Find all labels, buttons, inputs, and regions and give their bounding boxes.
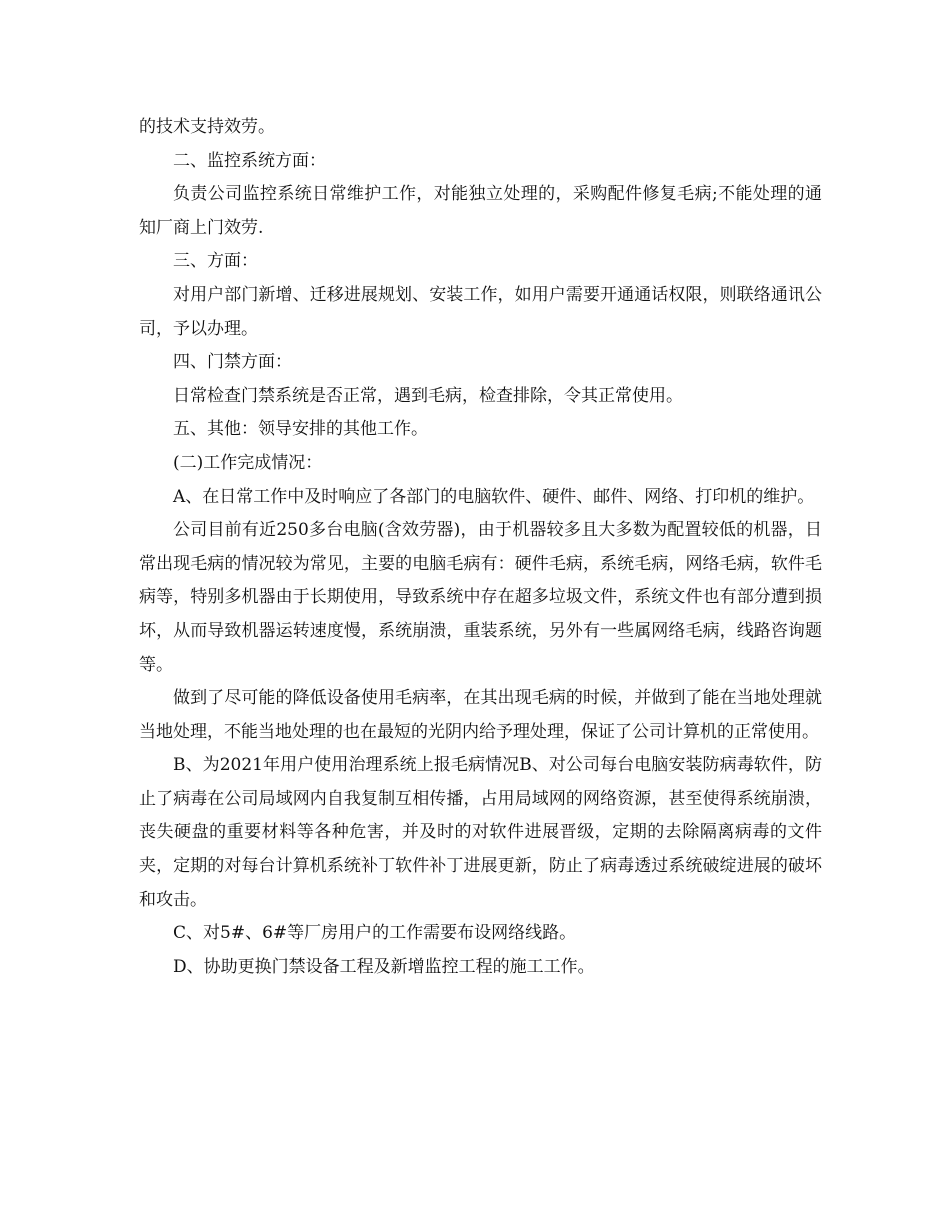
paragraph-access-control: 日常检查门禁系统是否正常，遇到毛病，检查排除，令其正常使用。 <box>173 385 683 406</box>
paragraph-phone: 对用户部门新增、迁移进展规划、安装工作，如用户需要开通通话权限，则联络通讯公司，予以办理。 <box>139 284 822 339</box>
paragraph-item-a: A、在日常工作中及时响应了各部门的电脑软件、硬件、邮件、网络、打印机的维护。 <box>173 486 815 507</box>
paragraph-item-d: D、协助更换门禁设备工程及新增监控工程的施工工作。 <box>173 956 595 977</box>
document-body <box>139 111 822 984</box>
paragraph-failure-rate: 做到了尽可能的降低设备使用毛病率，在其出现毛病的时候，并做到了能在当地处理就当地处理，不能当地处理的也在最短的光阴内给予理处理，保证了公司计算机的正常使用。 <box>139 688 822 742</box>
section-heading-completion: (二)工作完成情况： <box>173 452 323 473</box>
paragraph-item-b: B、为2021年用户使用治理系统上报毛病情况B、对公司每台电脑安装防病毒软件，防止了病毒在公司局域网内自我复制互相传播，占用局域网的网络资源，甚至使得系统崩溃，丧失硬盘的重要材料等各种危害，并及时的对软件进展晋级，定期的去除隔离病毒的文件夹，定期的对每台计算机系统补丁软件补丁进展更新，防止了病毒透过系统破绽进展的破坏和攻击。 <box>139 755 822 910</box>
paragraph-monitoring: 负责公司监控系统日常维护工作，对能独立处理的，采购配件修复毛病;不能处理的通知厂商上门效劳. <box>139 184 822 238</box>
paragraph-continuation: 的技术支持效劳。 <box>139 117 275 137</box>
section-heading-other: 五、其他：领导安排的其他工作。 <box>173 419 428 440</box>
paragraph-item-c: C、对5#、6#等厂房用户的工作需要布设网络线路。 <box>173 923 577 944</box>
paragraph-computers: 公司目前有近250多台电脑(含效劳器)，由于机器较多且大多数为配置较低的机器，日常出现毛病的情况较为常见，主要的电脑毛病有：硬件毛病，系统毛病，网络毛病，软件毛病等，特别多机器由于长期使用，导致系统中存在超多垃圾文件，系统文件也有部分遭到损坏，从而导致机器运转速度慢，系统崩溃，重装系统，另外有一些属网络毛病，线路咨询题等。 <box>139 520 822 675</box>
section-heading-access-control: 四、门禁方面： <box>173 352 292 373</box>
section-heading-monitoring: 二、监控系统方面： <box>173 150 326 171</box>
section-heading-three: 三、方面： <box>173 251 258 272</box>
